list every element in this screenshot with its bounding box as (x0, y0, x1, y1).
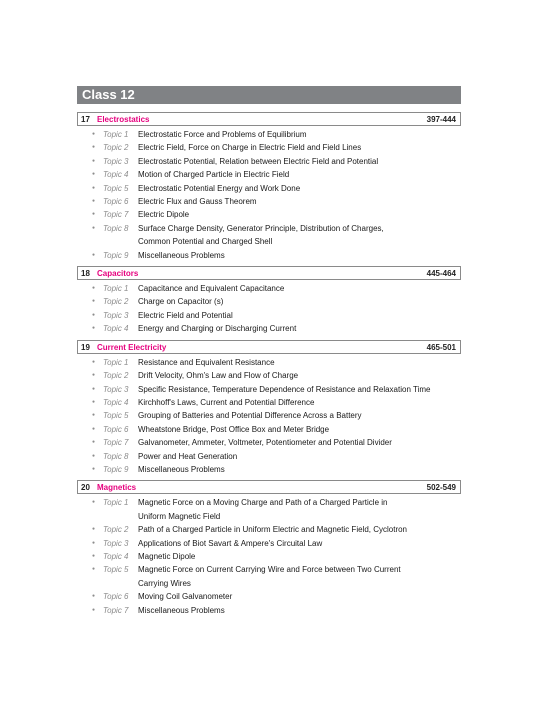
bullet-icon: ● (92, 198, 96, 205)
chapter-section (77, 112, 461, 262)
topic-label: Topic 3 (103, 156, 129, 166)
topic-item (77, 322, 461, 335)
topic-label: Topic 6 (103, 424, 129, 434)
topic-item (77, 496, 461, 523)
bullet-icon: ● (92, 452, 96, 459)
bullet-icon: ● (92, 606, 96, 613)
topic-text: Magnetic Force on Current Carrying Wire and Force between Two Current (138, 565, 401, 575)
topic-text: Magnetic Force on a Moving Charge and Path of a Charged Particle in (138, 498, 388, 508)
chapter-page-range: 397-444 (426, 115, 456, 124)
topic-label: Topic 2 (103, 525, 129, 535)
chapter-title: Electrostatics (97, 115, 150, 124)
topic-item (77, 141, 461, 154)
topic-text: Motion of Charged Particle in Electric Field (138, 170, 290, 180)
topic-item (77, 222, 461, 249)
topic-label: Topic 1 (103, 284, 129, 294)
topic-text: Resistance and Equivalent Resistance (138, 357, 275, 367)
topic-item (77, 523, 461, 536)
topic-label: Topic 1 (103, 357, 129, 367)
topic-item (77, 208, 461, 221)
topic-text: Electric Field and Potential (138, 310, 233, 320)
topic-text-continuation: Uniform Magnetic Field (138, 511, 221, 521)
topic-label: Topic 7 (103, 438, 129, 448)
topic-list (77, 356, 461, 477)
chapter-number: 18 (81, 269, 90, 279)
topic-text: Drift Velocity, Ohm's Law and Flow of Charge (138, 371, 299, 381)
class-heading: Class 12 (77, 86, 461, 104)
topic-text: Specific Resistance, Temperature Dependence of Resistance and Relaxation Time (138, 384, 431, 394)
chapter-section (77, 340, 461, 477)
bullet-icon: ● (92, 552, 96, 559)
topic-label: Topic 8 (103, 223, 129, 233)
topic-label: Topic 3 (103, 384, 129, 394)
topic-label: Topic 3 (103, 310, 129, 320)
chapter-page-range: 502-549 (426, 483, 456, 493)
chapter-number: 17 (81, 115, 90, 124)
topic-item (77, 590, 461, 603)
topic-label: Topic 6 (103, 197, 129, 207)
topic-text: Energy and Charging or Discharging Current (138, 324, 297, 334)
topic-item (77, 550, 461, 563)
topic-text-continuation: Common Potential and Charged Shell (138, 237, 273, 247)
bullet-icon: ● (92, 171, 96, 178)
topic-text: Electrostatic Potential Energy and Work Done (138, 183, 301, 193)
topic-label: Topic 4 (103, 170, 129, 180)
chapter-title: Capacitors (97, 269, 139, 279)
bullet-icon: ● (92, 412, 96, 419)
topic-item (77, 249, 461, 262)
topic-item (77, 155, 461, 168)
bullet-icon: ● (92, 385, 96, 392)
topic-text: Capacitance and Equivalent Capacitance (138, 284, 285, 294)
topic-text: Grouping of Batteries and Potential Difference Across a Battery (138, 411, 362, 421)
topic-item (77, 182, 461, 195)
bullet-icon: ● (92, 311, 96, 318)
chapter-number: 20 (81, 483, 90, 493)
chapter-section (77, 480, 461, 617)
topic-item (77, 396, 461, 409)
bullet-icon: ● (92, 325, 96, 332)
chapter-number: 19 (81, 342, 90, 352)
topic-list (77, 496, 461, 617)
bullet-icon: ● (92, 499, 96, 506)
topic-text: Electrostatic Force and Problems of Equilibrium (138, 130, 307, 139)
topic-item (77, 128, 461, 141)
bullet-icon: ● (92, 425, 96, 432)
topic-label: Topic 6 (103, 592, 129, 602)
bullet-icon: ● (92, 439, 96, 446)
topic-item (77, 195, 461, 208)
topic-item (77, 423, 461, 436)
bullet-icon: ● (92, 251, 96, 258)
topic-item (77, 604, 461, 617)
chapter-page-range: 465-501 (426, 342, 456, 352)
bullet-icon: ● (92, 157, 96, 164)
chapter-header (77, 340, 461, 354)
bullet-icon: ● (92, 398, 96, 405)
topic-item (77, 463, 461, 476)
topic-label: Topic 1 (103, 498, 129, 508)
bullet-icon: ● (92, 593, 96, 600)
topic-item (77, 436, 461, 449)
chapter-title: Magnetics (97, 483, 137, 493)
bullet-icon: ● (92, 526, 96, 533)
topic-text: Miscellaneous Problems (138, 605, 225, 615)
bullet-icon: ● (92, 285, 96, 292)
topic-text: Miscellaneous Problems (138, 250, 225, 260)
bullet-icon: ● (92, 131, 96, 137)
topic-label: Topic 1 (103, 130, 129, 139)
topic-text: Path of a Charged Particle in Uniform Electric and Magnetic Field, Cyclotron (138, 525, 408, 535)
topic-text: Electrostatic Potential, Relation between Electric Field and Potential (138, 156, 379, 166)
topic-item (77, 369, 461, 382)
bullet-icon: ● (92, 298, 96, 305)
bullet-icon: ● (92, 211, 96, 218)
topic-text: Kirchhoff's Laws, Current and Potential Difference (138, 397, 315, 407)
topic-label: Topic 9 (103, 250, 129, 260)
bullet-icon: ● (92, 224, 96, 231)
topic-item (77, 450, 461, 463)
topic-item (77, 383, 461, 396)
bullet-icon: ● (92, 566, 96, 573)
chapter-header (77, 112, 461, 126)
chapter-header (77, 480, 461, 494)
topic-item (77, 295, 461, 308)
topic-label: Topic 5 (103, 183, 129, 193)
chapter-section (77, 266, 461, 336)
topic-label: Topic 3 (103, 538, 129, 548)
bullet-icon: ● (92, 539, 96, 546)
topic-text: Applications of Biot Savart & Ampere's Circuital Law (138, 538, 323, 548)
topic-text: Power and Heat Generation (138, 451, 238, 461)
bullet-icon: ● (92, 184, 96, 191)
topic-item (77, 537, 461, 550)
topic-text: Wheatstone Bridge, Post Office Box and Meter Bridge (138, 424, 330, 434)
topic-label: Topic 2 (103, 371, 129, 381)
chapter-page-range: 445-464 (426, 269, 456, 279)
bullet-icon: ● (92, 372, 96, 379)
topic-item (77, 168, 461, 181)
topic-list (77, 282, 461, 336)
topic-label: Topic 9 (103, 464, 129, 474)
topic-label: Topic 4 (103, 551, 129, 561)
topic-text: Electric Field, Force on Charge in Electric Field and Field Lines (138, 143, 362, 153)
bullet-icon: ● (92, 144, 96, 151)
topic-text: Miscellaneous Problems (138, 464, 225, 474)
topic-text: Moving Coil Galvanometer (138, 592, 233, 602)
bullet-icon: ● (92, 358, 96, 365)
topic-text: Electric Flux and Gauss Theorem (138, 197, 257, 207)
topic-item (77, 309, 461, 322)
topic-label: Topic 2 (103, 143, 129, 153)
topic-label: Topic 5 (103, 565, 129, 575)
topic-label: Topic 2 (103, 297, 129, 307)
chapter-header (77, 266, 461, 280)
topic-list (77, 128, 461, 262)
topic-text: Surface Charge Density, Generator Principle, Distribution of Charges, (138, 223, 384, 233)
topic-label: Topic 4 (103, 324, 129, 334)
topic-item (77, 409, 461, 422)
topic-item (77, 563, 461, 590)
topic-text: Charge on Capacitor (s) (138, 297, 224, 307)
topic-item (77, 282, 461, 295)
topic-label: Topic 4 (103, 397, 129, 407)
topic-label: Topic 7 (103, 210, 129, 220)
topic-text: Magnetic Dipole (138, 551, 196, 561)
topic-text: Electric Dipole (138, 210, 190, 220)
topic-label: Topic 7 (103, 605, 129, 615)
bullet-icon: ● (92, 465, 96, 472)
topic-text: Galvanometer, Ammeter, Voltmeter, Potentiometer and Potential Divider (138, 438, 392, 448)
topic-item (77, 356, 461, 369)
chapter-list (77, 112, 461, 621)
topic-text-continuation: Carrying Wires (138, 578, 191, 588)
topic-label: Topic 5 (103, 411, 129, 421)
chapter-title: Current Electricity (97, 342, 167, 352)
topic-label: Topic 8 (103, 451, 129, 461)
